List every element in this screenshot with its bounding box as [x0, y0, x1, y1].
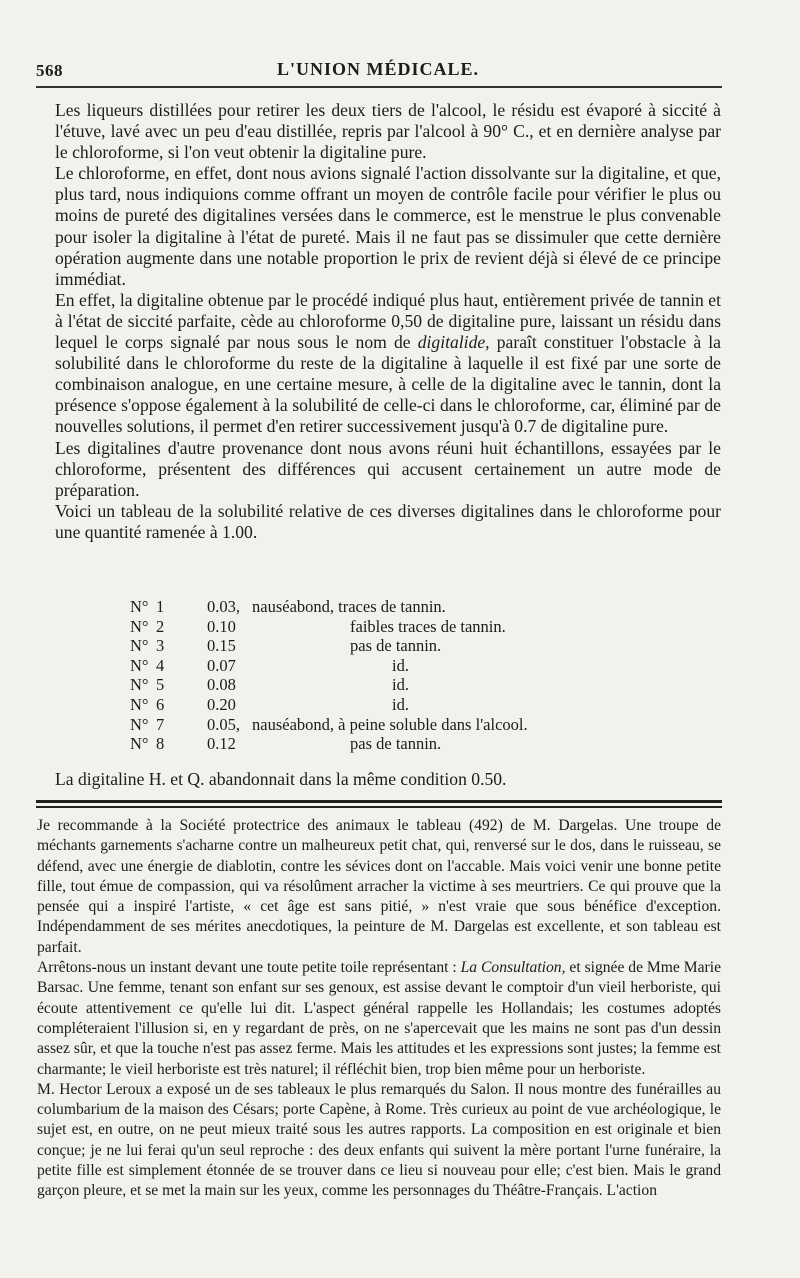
solubility-value: 0.15 — [207, 636, 236, 656]
sample-number-value: 8 — [156, 734, 165, 754]
solubility-value: 0.10 — [207, 616, 236, 636]
sample-number — [130, 675, 192, 695]
sample-number-value: 1 — [156, 597, 165, 616]
sample-number-label: N° — [130, 694, 149, 714]
page-number: 568 — [36, 61, 63, 80]
paragraph-2: Le chloroforme, en effet, dont nous avions signalé l'action dissolvante sur la digitaline, et que, plus tard, nous indiquions comme offrant un moyen de contrôle facile pour vérifier le plus ou moins de pureté des digitalines versées dans le commerce, est le menstrue le plus convenable pour isoler la digitaline à l'état de pureté. Mais il ne faut pas se dissimuler que cette dernière opération augmente dans une notable proportion le prix de revient déjà si élevé de ce principe immédiat. — [55, 163, 721, 289]
sample-number — [130, 695, 192, 715]
review-paragraph-1: Je recommande à la Société protectrice des animaux le tableau (492) de M. Dargelas. Une troupe de méchants garnements s'acharne contre un malheureux petit chat, qui, renversé sur le dos, dans le ruisseau, se défend, avec une énergie de diablotin, contre les sévices dont on l'accable. Mais voici venir une bonne petite fille, tout émue de compassion, qui va résolûment arracher la victime à ses meurtriers. Ce qui prouve que la pensée qui a inspiré l'artiste, « cet âge est sans pitié, » n'est vraie que sous bénéfice d'exception. Indépendamment de ses mérites anecdotiques, la peinture de M. Dargelas est excellente, et son tableau est parfait. — [37, 817, 721, 956]
sample-note: id. — [392, 675, 409, 695]
table-row — [130, 715, 650, 735]
solubility-value: 0.07 — [207, 655, 236, 675]
paragraph-4: Les digitalines d'autre provenance dont nous avons réuni huit échantillons, essayées par le chloroforme, présentent des différences qui accusent certainement un autre mode de préparation. — [55, 437, 721, 500]
sample-number-value: 6 — [156, 694, 165, 714]
sample-note: faibles traces de tannin. — [350, 616, 506, 636]
sample-number-label: N° — [130, 616, 149, 636]
running-title: L'UNION MÉDICALE. — [276, 59, 480, 79]
table-row — [130, 734, 650, 754]
sample-number — [130, 656, 192, 676]
table-row — [130, 636, 650, 656]
solubility-value: 0.05, — [207, 714, 240, 734]
table-row — [130, 617, 650, 637]
article-digitaline — [55, 100, 721, 543]
sample-number — [130, 617, 192, 637]
table-row — [130, 656, 650, 676]
table-row — [130, 597, 650, 617]
paragraph-3-start: En effet, la digitaline obtenue par le procédé indiqué plus haut, entièrement privée de tannin et à l'état de siccité parfaite, cède au chloroforme 0,50 de digitaline pure, laissant un résidu dans lequel le corps signalé par nous sous le nom de — [55, 289, 721, 353]
sample-note: nauséabond, à peine soluble dans l'alcool. — [252, 714, 528, 734]
sample-number — [130, 597, 192, 617]
sample-number — [130, 734, 192, 754]
paragraph-1: Les liqueurs distillées pour retirer les deux tiers de l'alcool, le résidu est évaporé à siccité à l'étuve, lavé avec un peu d'eau distillée, repris par l'alcool à 90° C., et en dernière analyse par le chloroforme, si l'on veut obtenir la digitaline pure. — [55, 100, 721, 163]
sample-number-value: 3 — [156, 636, 165, 656]
sample-number-value: 5 — [156, 675, 165, 695]
sample-number-value: 4 — [156, 655, 165, 675]
review-paragraph-2-start: Arrêtons-nous un instant devant une toute petite toile représentant : — [37, 959, 457, 977]
sample-note: pas de tannin. — [350, 636, 442, 656]
work-title: La Consultation, — [460, 959, 566, 977]
term-digitalide: digitalide, — [417, 332, 490, 353]
sample-number-label: N° — [130, 714, 149, 734]
table-conclusion: La digitaline H. et Q. abandonnait dans la même condition 0.50. — [55, 769, 507, 789]
header-rule — [36, 86, 722, 88]
table-row — [130, 675, 650, 695]
sample-note: pas de tannin. — [350, 734, 442, 754]
sample-number — [130, 636, 192, 656]
sample-number — [130, 715, 192, 735]
review-paragraph-3: M. Hector Leroux a exposé un de ses tableaux le plus remarqués du Salon. Il nous montre des funérailles au columbarium de la maison des Césars; porte Capène, à Rome. Très curieux au point de vue archéologique, le sujet est, en outre, on ne peut mieux traité sous les autres rapports. La composition en est originale et bien conçue; je ne lui ferai qu'un seul reproche : des deux enfants qui suivent la mère portant l'urne funéraire, la petite fille est simplement étonnée de se trouver dans ce lieu si nouveau pour elle; c'est bien. Mais le grand garçon pleure, et se met la main sur les yeux, comme les personnages du Théâtre-Français. L'action — [37, 1080, 721, 1200]
review-paragraph-2 — [37, 958, 721, 1080]
paragraph-3-end: paraît constituer l'obstacle à la solubilité dans le chloroforme du reste de la digitaline à laquelle il est fixé par une sorte de combinaison analogue, en une certaine mesure, à celle de la digitaline avec le tannin, dont la présence s'oppose également à la solubilité de celle-ci dans le chloroforme, car, éliminé par de nouvelles solutions, il permet d'en retirer successivement jusqu'à 0.7 de digitaline pure. — [55, 332, 721, 437]
solubility-value: 0.12 — [207, 734, 236, 754]
paragraph-5: Voici un tableau de la solubilité relative de ces diverses digitalines dans le chloroforme pour une quantité ramenée à 1.00. — [55, 500, 721, 542]
sample-number-label: N° — [130, 597, 149, 616]
salon-review — [37, 816, 721, 1202]
review-paragraph-2-end: et signée de Mme Marie Barsac. Une femme, tenant son enfant sur ses genoux, est assise devant le comptoir d'un vieil herboriste, qui écoute attentivement ce qu'elle lui dit. L'aspect général rappelle les Hollandais; les costumes adoptés compléteraient l'illusion si, en y regardant de près, on ne s'apercevait que les mains ne sont pas d'un dessin assez sûr, et que la touche n'est pas assez ferme. Mais les attitudes et les expressions sont justes; la femme est charmante; le vieil herboriste est très naturel; il réfléchit bien, trop bien même pour un herboriste. — [37, 959, 721, 1078]
solubility-value: 0.08 — [207, 675, 236, 695]
solubility-value: 0.20 — [207, 694, 236, 714]
table-row — [130, 695, 650, 715]
sample-number-label: N° — [130, 636, 149, 656]
sample-note: nauséabond, traces de tannin. — [252, 597, 446, 616]
page-header — [36, 58, 720, 86]
sample-note: id. — [392, 694, 409, 714]
sample-number-label: N° — [130, 734, 149, 754]
paragraph-3 — [55, 290, 721, 438]
sample-note: id. — [392, 655, 409, 675]
section-separator — [36, 800, 722, 808]
sample-number-label: N° — [130, 655, 149, 675]
sample-number-value: 2 — [156, 616, 165, 636]
sample-number-label: N° — [130, 675, 149, 695]
sample-number-value: 7 — [156, 714, 165, 734]
solubility-value: 0.03, — [207, 597, 240, 616]
solubility-table — [130, 597, 650, 754]
